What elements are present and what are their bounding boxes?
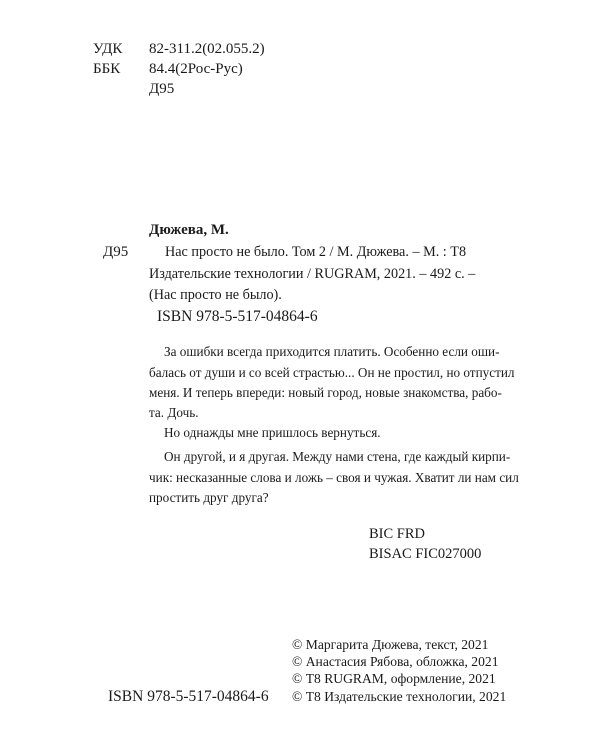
isbn-bottom: ISBN 978-5-517-04864-6: [108, 688, 269, 705]
bisac-code: BISAC FIC027000: [369, 546, 482, 562]
udk-label: УДК: [93, 41, 123, 57]
isbn-main: ISBN 978-5-517-04864-6: [157, 308, 318, 325]
copyright-line: © Анастасия Рябова, обложка, 2021: [292, 654, 499, 669]
annotation-line: Но однажды мне пришлось вернуться.: [164, 425, 381, 440]
bbk-label: ББК: [93, 61, 121, 77]
copyright-line: © Т8 Издательские технологии, 2021: [292, 689, 507, 704]
annotation-line: балась от души и со всей страстью... Он не простил, но отпустил: [149, 365, 515, 380]
bib-line: Нас просто не было. Том 2 / М. Дюжева. – М. : Т8: [165, 244, 467, 260]
annotation-line: Он другой, и я другая. Между нами стена, где каждый кирпи-: [164, 449, 511, 464]
bib-line: (Нас просто не было).: [149, 287, 282, 303]
bic-code: BIC FRD: [369, 526, 426, 542]
author-mark-top: Д95: [149, 81, 175, 97]
annotation-line: та. Дочь.: [149, 405, 199, 420]
udk-value: 82-311.2(02.055.2): [149, 41, 265, 57]
annotation-line: меня. И теперь впереди: новый город, новые знакомства, рабо-: [149, 385, 502, 400]
annotation-line: простить друг друга?: [149, 490, 269, 505]
bib-line: Издательские технологии / RUGRAM, 2021. – 492 с. –: [149, 266, 476, 282]
author-mark: Д95: [103, 244, 129, 260]
bbk-value: 84.4(2Рос-Рус): [149, 61, 243, 77]
copyright-line: © Т8 RUGRAM, оформление, 2021: [292, 671, 496, 686]
copyright-line: © Маргарита Дюжева, текст, 2021: [292, 637, 489, 652]
annotation-line: чик: несказанные слова и ложь – своя и чужая. Хватит ли нам сил: [149, 470, 519, 485]
author-name: Дюжева, М.: [149, 222, 229, 238]
annotation-line: За ошибки всегда приходится платить. Особенно если оши-: [164, 344, 500, 359]
